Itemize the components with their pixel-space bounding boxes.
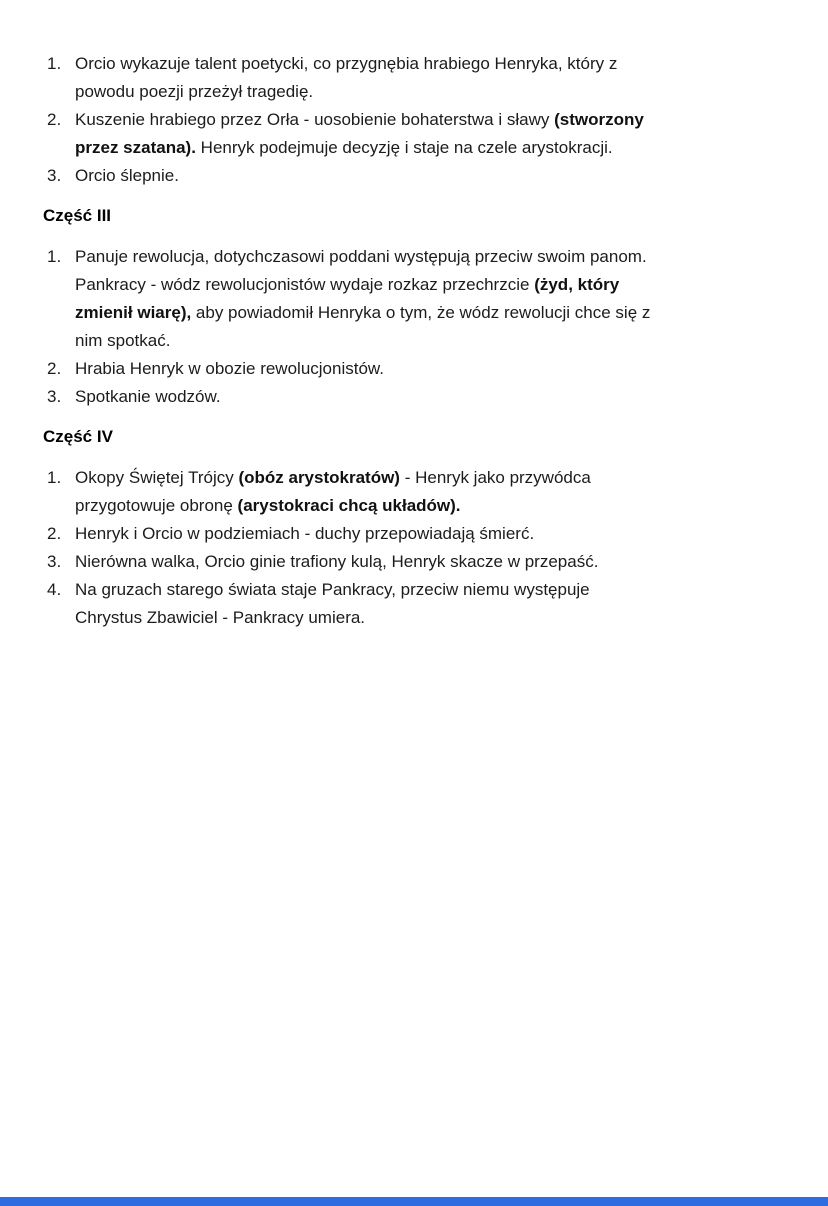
list-item-number: 1. [47, 468, 62, 487]
list-item-text [75, 50, 792, 106]
list-item-number: 4. [47, 580, 62, 599]
text-line [75, 355, 792, 383]
text-run: przygotowuje obronę [75, 496, 238, 515]
list-item-number: 3. [47, 552, 62, 571]
list-item-text [75, 548, 792, 576]
text-run: Chrystus Zbawiciel - Pankracy umiera. [75, 608, 366, 627]
list-item-text [75, 106, 792, 162]
list-item [43, 383, 792, 411]
list-item [43, 520, 792, 548]
text-run: - Henryk jako przywódca [399, 468, 591, 487]
text-line [75, 383, 792, 411]
list-item [43, 50, 792, 106]
text-line [75, 243, 792, 271]
text-run: Okopy Świętej Trójcy [75, 468, 239, 487]
text-line [75, 464, 792, 492]
bold-text-run: (arystokraci chcą układów). [237, 496, 461, 515]
list-item-text [75, 383, 792, 411]
text-line [75, 492, 792, 520]
list-item-text [75, 464, 792, 520]
bold-text-run: zmienił wiarę), [75, 303, 192, 322]
section-heading: Część IV [43, 427, 113, 446]
text-line [75, 78, 792, 106]
text-run: Na gruzach starego świata staje Pankracy, przeciw niemu występuje [75, 580, 590, 599]
bold-text-run: (obóz arystokratów) [238, 468, 400, 487]
text-run: Spotkanie wodzów. [75, 387, 221, 406]
text-run: Panuje rewolucja, dotychczasowi poddani występują przeciw swoim panom. [75, 247, 647, 266]
text-line [75, 520, 792, 548]
bold-text-run: (żyd, który [534, 275, 620, 294]
list-item-number: 1. [47, 54, 62, 73]
text-run: Pankracy - wódz rewolucjonistów wydaje rozkaz przechrzcie [75, 275, 535, 294]
list-item-number: 1. [47, 247, 62, 266]
list-item-number: 2. [47, 359, 62, 378]
list-item-text [75, 520, 792, 548]
bold-text-run: przez szatana). [75, 138, 196, 157]
bottom-accent-bar [0, 1197, 828, 1206]
numbered-list [43, 50, 792, 190]
text-run: nim spotkać. [75, 331, 171, 350]
list-item-text [75, 243, 792, 355]
list-item [43, 243, 792, 355]
text-line [75, 299, 792, 327]
text-run: Nierówna walka, Orcio ginie trafiony kulą, Henryk skacze w przepaść. [75, 552, 599, 571]
list-item-text [75, 162, 792, 190]
list-item [43, 162, 792, 190]
text-run: powodu poezji przeżył tragedię. [75, 82, 314, 101]
bold-text-run: (stworzony [554, 110, 644, 129]
text-run: aby powiadomił Henryka o tym, że wódz rewolucji chce się z [191, 303, 651, 322]
text-line [75, 576, 792, 604]
text-line [75, 271, 792, 299]
list-item-text [75, 576, 792, 632]
text-line [75, 134, 792, 162]
section-heading: Część III [43, 206, 112, 225]
list-item [43, 576, 792, 632]
text-run: Henryk podejmuje decyzję i staje na czele arystokracji. [195, 138, 613, 157]
text-line [75, 548, 792, 576]
list-item-number: 3. [47, 387, 62, 406]
text-run: Orcio wykazuje talent poetycki, co przygnębia hrabiego Henryka, który z [75, 54, 618, 73]
text-line [75, 106, 792, 134]
text-run: Orcio ślepnie. [75, 166, 179, 185]
list-item [43, 106, 792, 162]
text-run: Kuszenie hrabiego przez Orła - uosobienie bohaterstwa i sławy [75, 110, 555, 129]
list-item-number: 2. [47, 524, 62, 543]
list-item-text [75, 355, 792, 383]
list-item-number: 3. [47, 166, 62, 185]
text-line [75, 50, 792, 78]
list-item [43, 355, 792, 383]
list-item [43, 464, 792, 520]
text-line [75, 162, 792, 190]
list-item-number: 2. [47, 110, 62, 129]
list-item [43, 548, 792, 576]
text-line [75, 604, 792, 632]
text-run: Hrabia Henryk w obozie rewolucjonistów. [75, 359, 384, 378]
text-run: Henryk i Orcio w podziemiach - duchy przepowiadają śmierć. [75, 524, 535, 543]
numbered-list [43, 464, 792, 632]
numbered-list [43, 243, 792, 411]
text-line [75, 327, 792, 355]
